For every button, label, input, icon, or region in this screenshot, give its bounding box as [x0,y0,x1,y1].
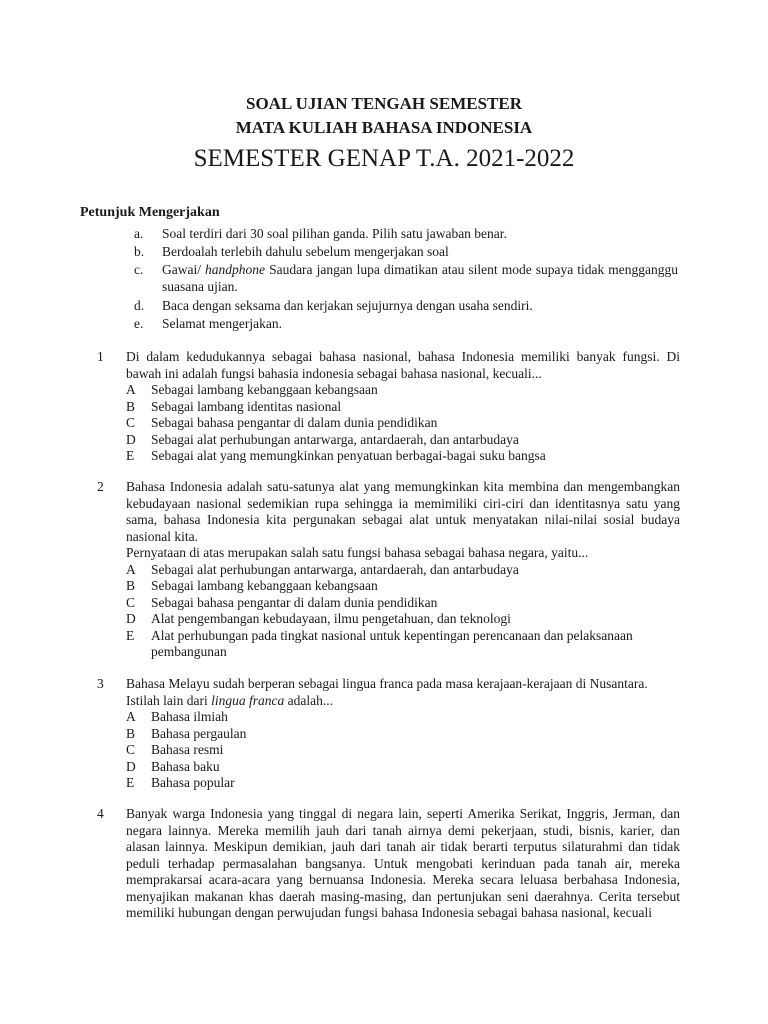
option-text: Bahasa popular [151,775,235,790]
instruction-item [80,315,678,332]
option-text: Sebagai lambang kebanggaan kebangsaan [151,578,378,593]
option-letter: B [126,578,136,593]
option-letter: A [126,382,136,397]
option-letter: A [126,561,136,577]
question-prompt: Pernyataan di atas merupakan salah satu fungsi bahasa sebagai bahasa negara, yaitu... [126,545,589,560]
instruction-text-pre: Gawai/ [162,262,206,277]
instruction-item [80,225,678,242]
option-text: Sebagai alat perhubungan antarwarga, antardaerah, dan antarbudaya [151,431,519,447]
answer-option-e[interactable] [126,448,680,465]
instruction-item [80,297,678,314]
option-letter: A [126,709,136,724]
option-text: Bahasa pergaulan [151,725,247,741]
option-letter: C [126,594,136,610]
option-text: Alat perhubungan pada tingkat nasional untuk kepentingan perencanaan dan pelaksanaan pembangunan [151,627,633,659]
option-letter: C [126,742,136,757]
semester-title: SEMESTER GENAP T.A. 2021-2022 [193,145,575,172]
option-letter: D [126,758,136,774]
question-number: 4 [97,806,104,821]
instruction-text: Soal terdiri dari 30 soal pilihan ganda. Pilih satu jawaban benar. [162,226,507,241]
answer-option-e[interactable] [126,775,680,792]
instruction-text-italic: handphone [205,262,266,277]
question-prompt-pre: Istilah lain dari [126,692,212,708]
instruction-letter: c. [134,262,144,277]
question-number: 3 [97,676,104,691]
instruction-item [80,261,678,295]
option-letter: B [126,398,136,414]
question-3 [80,676,680,792]
course-title: MATA KULIAH BAHASA INDONESIA [235,118,533,137]
option-letter: E [126,775,135,790]
option-text: Sebagai alat yang memungkinkan penyatuan berbagai-bagai suku bangsa [151,448,546,463]
question-prompt-post: adalah... [284,692,333,708]
instruction-text-post: Saudara jangan lupa dimatikan atau silent mode supaya tidak mengganggu suasana ujian. [162,262,679,294]
option-letter: E [126,448,135,463]
instruction-text: Baca dengan seksama dan kerjakan sejujurnya dengan usaha sendiri. [162,298,533,313]
instruction-letter: e. [134,316,144,331]
answer-option-d[interactable] [126,432,680,449]
question-text: Bahasa Melayu sudah berperan sebagai lingua franca pada masa kerajaan-kerajaan di Nusantara. [126,676,648,691]
option-text: Sebagai lambang kebanggaan kebangsaan [151,382,378,397]
question-prompt [126,693,680,710]
option-text: Sebagai bahasa pengantar di dalam dunia pendidikan [151,594,438,610]
instruction-text [162,261,678,295]
answer-option-e[interactable] [126,628,680,661]
answer-option-c[interactable] [126,742,680,759]
option-letter: D [126,431,136,447]
answer-option-c[interactable] [126,415,680,432]
answer-option-b[interactable] [126,399,680,416]
instruction-letter: a. [134,226,144,241]
option-text: Alat pengembangan kebudayaan, ilmu pengetahuan, dan teknologi [151,611,511,626]
question-prompt-italic: lingua franca [211,692,285,708]
option-text: Bahasa ilmiah [151,709,228,724]
answer-option-b[interactable] [126,726,680,743]
instruction-letter: d. [134,298,145,313]
option-text: Sebagai bahasa pengantar di dalam dunia pendidikan [151,415,438,430]
option-letter: C [126,415,136,430]
instruction-text: Selamat mengerjakan. [162,316,282,331]
answer-option-a[interactable] [126,382,680,399]
answer-option-d[interactable] [126,611,680,628]
instruction-text: Berdoalah terlebih dahulu sebelum mengerjakan soal [162,244,449,259]
option-letter: D [126,611,136,626]
question-number: 1 [97,349,104,364]
answer-option-a[interactable] [126,562,680,579]
answer-option-c[interactable] [126,595,680,612]
question-2 [80,479,680,661]
instruction-item [80,243,678,260]
question-text: Di dalam kedudukannya sebagai bahasa nasional, bahasa Indonesia memiliki banyak fungsi. Di bawah ini adalah fungsi bahasia indonesia sebagai bahasa nasional, kecuali... [126,349,680,381]
exam-title: SOAL UJIAN TENGAH SEMESTER [245,94,522,113]
option-text: Sebagai alat perhubungan antarwarga, antardaerah, dan antarbudaya [151,561,519,577]
answer-option-b[interactable] [126,578,680,595]
question-1 [80,349,680,465]
question-text: Banyak warga Indonesia yang tinggal di negara lain, seperti Amerika Serikat, Inggris, Jerman, dan negara lainnya. Mereka memilih jauh dari tanah airnya demi pekerjaan, studi, bisnis, karier, dan alasan lainnya. Meskipun demikian, jauh dari tanah air tidak berarti terputus silaturahmi dan tidak peduli terhadap permasalahan bangsanya. Untuk mengobati kerinduan pada tanah air, mereka memprakarsai acara-acara yang bernuansa Indonesia. Mereka secara leluasa berbahasa Indonesia, menyajikan makanan khas daerah masing-masing, dan pertunjukan seni daerahnya. Cerita tersebut memiliki hubungan dengan perwujudan fungsi bahasa Indonesia sebagai bahasa nasional, kecuali [126,806,680,920]
question-4 [80,806,680,922]
option-letter: E [126,627,135,643]
option-letter: B [126,725,136,741]
option-text: Sebagai lambang identitas nasional [151,398,342,414]
instructions-heading: Petunjuk Mengerjakan [80,205,220,220]
instruction-letter: b. [134,244,145,259]
answer-option-a[interactable] [126,709,680,726]
option-text: Bahasa resmi [151,742,224,757]
option-text: Bahasa baku [151,758,220,774]
answer-option-d[interactable] [126,759,680,776]
question-text: Bahasa Indonesia adalah satu-satunya alat yang memungkinkan kita membina dan mengembangkan kebudayaan nasional sedemikian rupa sehingga ia memimiliki ciri-ciri dan identitasnya satu yang sama, bahasa Indonesia kita pergunakan sebagai alat untuk menyatakan nilai-nilai sosial budaya nasional kita. [126,479,680,544]
question-number: 2 [97,479,104,494]
